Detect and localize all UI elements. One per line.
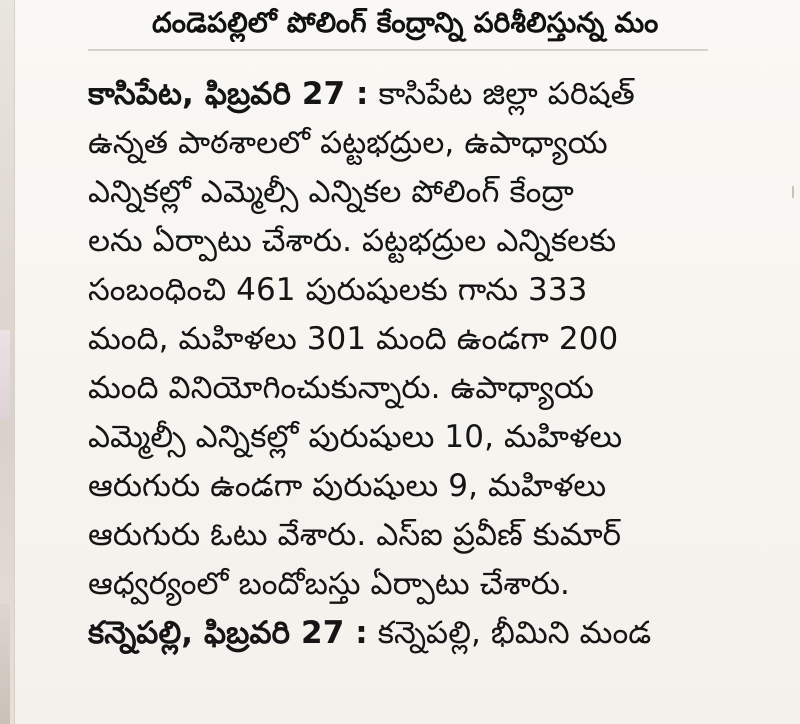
article-line-11: ఆధ్వర్యంలో బందోబస్తు ఏర్పాటు చేశారు. [88, 566, 570, 602]
article-line-9: ఆరుగురు ఉండగా పురుషులు 9, మహిళలు [88, 468, 607, 504]
article-line-7: మంది వినియోగించుకున్నారు. ఉపాధ్యాయ [88, 370, 594, 406]
article-line-2: ఉన్నత పాఠశాలలో పట్టభద్రుల, ఉపాధ్యాయ [88, 125, 608, 161]
article-text-line-1: కాసిపేట జిల్లా పరిషత్ [378, 76, 635, 112]
left-edge-strip [0, 0, 15, 724]
headline-separator [88, 49, 708, 51]
article-line-12 [88, 609, 758, 658]
article-line-4: లను ఏర్పాటు చేశారు. పట్టభద్రుల ఎన్నికలకు [88, 223, 617, 259]
article-line-1 [88, 70, 758, 119]
article-text-line-12: కన్నెపల్లి, భీమిని మండ [377, 615, 652, 651]
article-line-6: మంది, మహిళలు 301 మంది ఉండగా 200 [88, 321, 619, 357]
dateline-kannepalli: కన్నెపల్లి, ఫిబ్రవరి 27 : [88, 615, 368, 651]
article-line-10: ఆరుగురు ఓటు వేశారు. ఎస్ఐ ప్రవీణ్ కుమార్ [88, 517, 622, 553]
article-line-8: ఎమ్మెల్సీ ఎన్నికల్లో పురుషులు 10, మహిళలు [88, 419, 623, 455]
article-body [88, 70, 758, 658]
right-edge-mark [792, 186, 794, 198]
article-line-5: సంబంధించి 461 పురుషులకు గాను 333 [88, 272, 588, 308]
article-line-3: ఎన్నికల్లో ఎమ్మెల్సీ ఎన్నికల పోలింగ్ కేంద్రా [88, 174, 574, 210]
headline-caption: దండెపల్లిలో పోలింగ్ కేంద్రాన్ని పరిశీలిస్తున్న మం [152, 6, 659, 39]
dateline-kasipeta: కాసిపేట, ఫిబ్రవరి 27 : [88, 76, 369, 112]
